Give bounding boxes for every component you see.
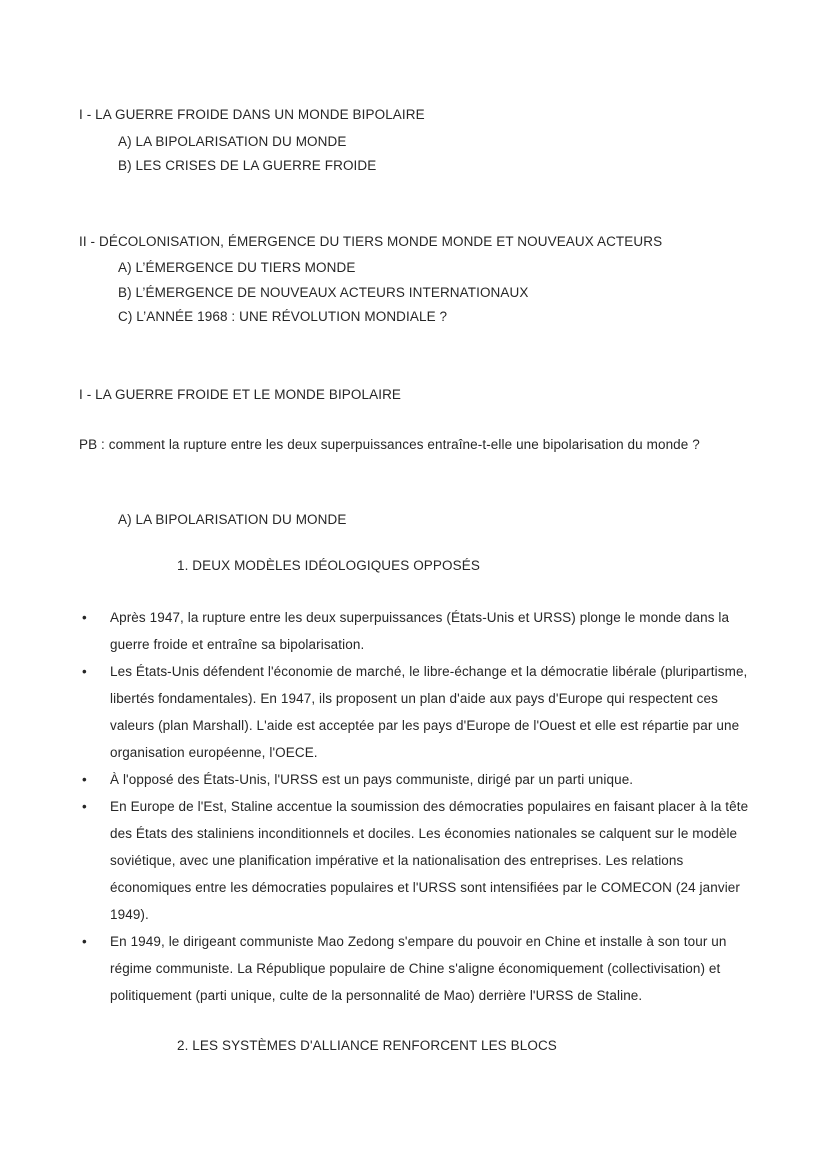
list-item-text: En Europe de l'Est, Staline accentue la soumission des démocraties populaires en faisant placer à la tête des États des staliniens inconditionnels et dociles. Les économies nationales se calquent sur le modèle soviétique, avec une planification impérative et la nationalisation des entreprises. Les relations économiques entre les démocraties populaires et l'URSS sont intensifiées par le COMECON (24 janvier 1949).: [110, 799, 749, 922]
list-item: [79, 658, 755, 766]
outline-part-two-item-c: C) L’ANNÉE 1968 : UNE RÉVOLUTION MONDIALE ?: [118, 309, 448, 324]
outline-part-two-item-a: A) L’ÉMERGENCE DU TIERS MONDE: [118, 260, 356, 275]
body-section-title: I - LA GUERRE FROIDE ET LE MONDE BIPOLAIRE: [79, 387, 402, 402]
body-subsection-a: A) LA BIPOLARISATION DU MONDE: [118, 512, 347, 527]
list-item: [79, 793, 755, 928]
list-item-text: À l'opposé des États-Unis, l'URSS est un pays communiste, dirigé par un parti unique.: [110, 772, 634, 787]
list-item-text: Les États-Unis défendent l'économie de marché, le libre-échange et la démocratie libérale (pluripartisme, libertés fondamentales). En 1947, ils proposent un plan d'aide aux pays d'Europe qui respectent ces valeurs (plan Marshall). L'aide est acceptée par les pays d'Europe de l'Ouest et elle est répartie par une organisation européenne, l'OECE.: [110, 664, 748, 760]
problem-statement: PB : comment la rupture entre les deux superpuissances entraîne-t-elle une bipolarisation du monde ?: [79, 437, 700, 452]
outline-part-two-item-b: B) L’ÉMERGENCE DE NOUVEAUX ACTEURS INTERNATIONAUX: [118, 285, 529, 300]
list-item-text: Après 1947, la rupture entre les deux superpuissances (États-Unis et URSS) plonge le monde dans la guerre froide et entraîne sa bipolarisation.: [110, 610, 730, 652]
list-item-text: En 1949, le dirigeant communiste Mao Zedong s'empare du pouvoir en Chine et installe à son tour un régime communiste. La République populaire de Chine s'aligne économiquement (collectivisation) et politiquement (parti unique, culte de la personnalité de Mao) derrière l'URSS de Staline.: [110, 934, 727, 1003]
bullet-marker-icon: •: [82, 799, 87, 814]
bullet-marker-icon: •: [82, 934, 87, 949]
bullet-marker-icon: •: [82, 772, 87, 787]
list-item: [79, 604, 755, 658]
bullet-marker-icon: •: [82, 664, 87, 679]
bullet-list: [79, 604, 755, 1009]
outline-part-one-item-a: A) LA BIPOLARISATION DU MONDE: [118, 134, 347, 149]
body-heading-2: 2. LES SYSTÈMES D'ALLIANCE RENFORCENT LES BLOCS: [177, 1038, 557, 1053]
outline-part-two-title: II - DÉCOLONISATION, ÉMERGENCE DU TIERS MONDE MONDE ET NOUVEAUX ACTEURS: [79, 234, 663, 249]
outline-part-one-item-b: B) LES CRISES DE LA GUERRE FROIDE: [118, 158, 377, 173]
list-item: [79, 766, 755, 793]
body-heading-1: 1. DEUX MODÈLES IDÉOLOGIQUES OPPOSÉS: [177, 558, 480, 573]
bullet-marker-icon: •: [82, 610, 87, 625]
outline-part-one-title: I - LA GUERRE FROIDE DANS UN MONDE BIPOLAIRE: [79, 107, 425, 122]
list-item: [79, 928, 755, 1009]
